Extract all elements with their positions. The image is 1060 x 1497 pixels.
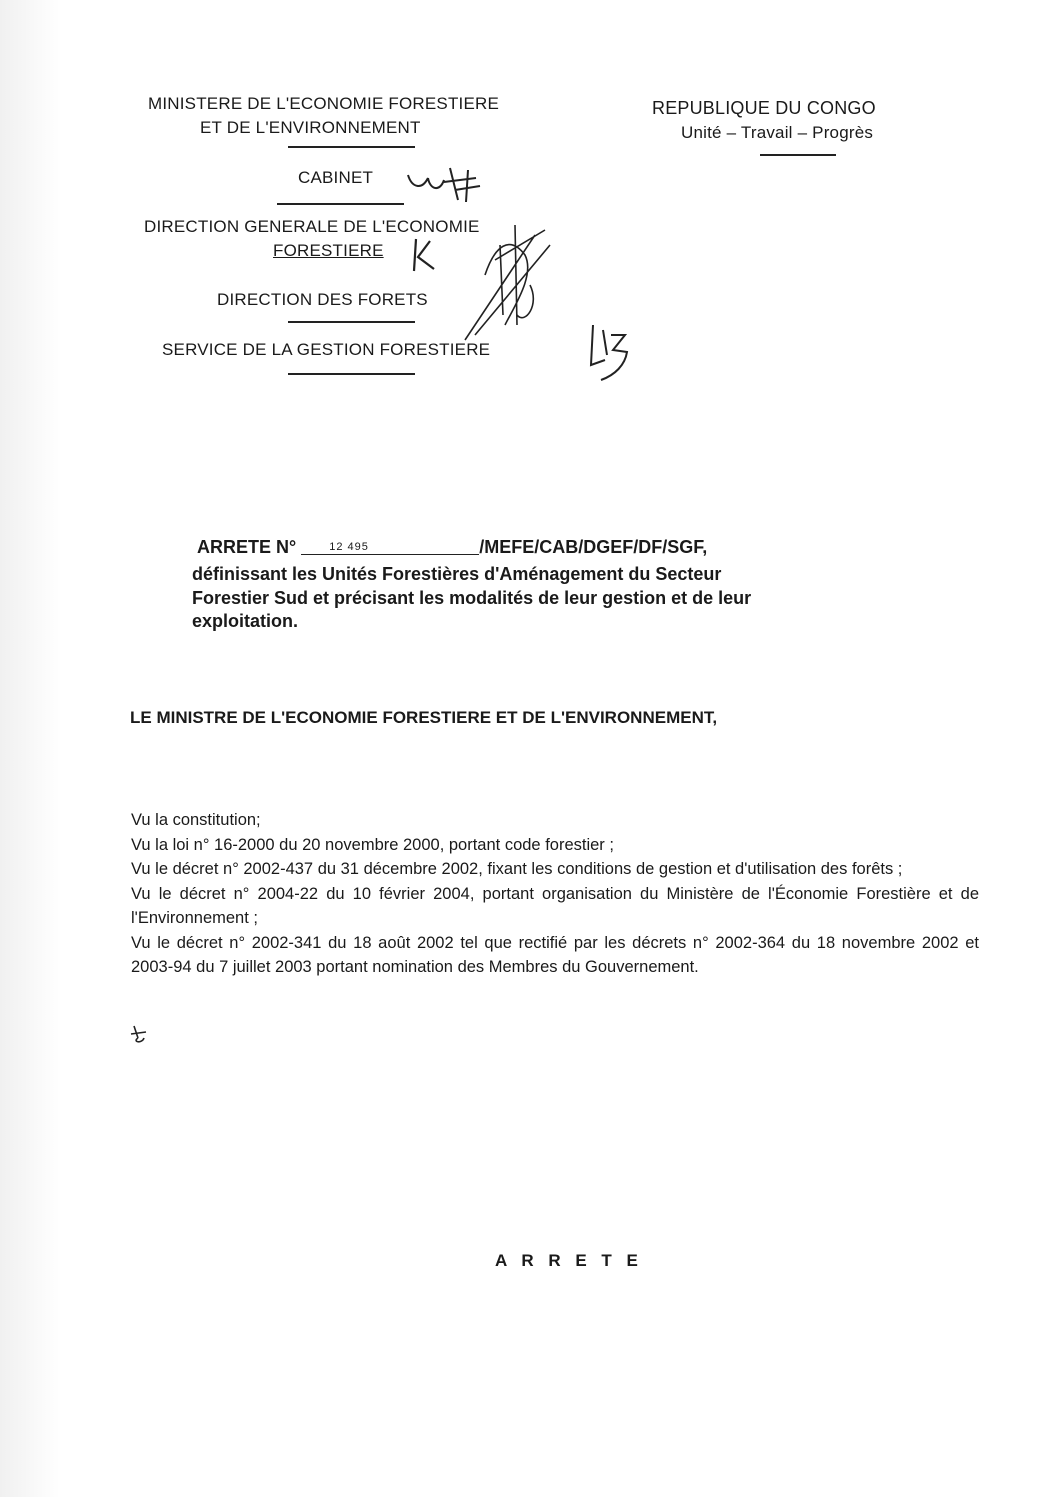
arrete-number-line [197,536,707,559]
arrete-closing-heading: A R R E T E [495,1251,643,1270]
service-initials-scribble [585,320,635,385]
direction-forets-label: DIRECTION DES FORETS [217,290,428,309]
header-divider [288,373,415,375]
country-name: REPUBLIQUE DU CONGO [652,98,876,118]
scan-edge-shadow [0,0,60,1497]
cabinet-label: CABINET [298,168,374,187]
motto-divider [760,154,836,156]
arrete-subject-line4: exploitation. [192,611,299,631]
header-divider [288,321,415,323]
direction-signature-scribble [455,215,565,345]
header-divider [288,146,415,148]
service-label: SERVICE DE LA GESTION FORESTIERE [162,340,491,359]
visa-item: Vu le décret n° 2002-437 du 31 décembre 2002, fixant les conditions de gestion et d'utilisation des forêts ; [131,860,903,878]
visa-item: Vu le décret n° 2002-341 du 18 août 2002 tel que rectifié par les décrets n° 2002-364 du 18 novembre 2002 et 2003-94 du 7 juillet 2003 portant nomination des Membres du Gouvernement. [131,933,979,976]
arrete-subject-line3: Forestier Sud et précisant les modalités de leur gestion et de leur [192,588,752,608]
arrete-subject-line2: définissant les Unités Forestières d'Aménagement du Secteur [192,564,722,584]
national-motto: Unité – Travail – Progrès [681,123,874,142]
arrete-number-blank [301,536,479,555]
arrete-number: 12 495 [329,541,369,553]
arrete-prefix: ARRETE N° [197,537,297,557]
dgef-initial-scribble [410,235,438,275]
visa-item: Vu le décret n° 2004-22 du 10 février 2004, portant organisation du Ministère de l'Économie Forestière et de l'Environnement ; [131,884,979,927]
margin-mark-scribble [128,1022,152,1046]
dgef-line1: DIRECTION GENERALE DE L'ECONOMIE [144,217,480,236]
minister-heading: LE MINISTRE DE L'ECONOMIE FORESTIERE ET DE L'ENVIRONNEMENT, [130,708,718,727]
ministry-name-line2: ET DE L'ENVIRONNEMENT [200,118,421,137]
visa-item: Vu la constitution; [131,811,261,829]
cabinet-initials-scribble [400,160,490,205]
header-divider [277,203,404,205]
visas-block [131,808,979,980]
ministry-name-line1: MINISTERE DE L'ECONOMIE FORESTIERE [148,94,500,113]
visa-item: Vu la loi n° 16-2000 du 20 novembre 2000, portant code forestier ; [131,835,614,854]
arrete-reference: /MEFE/CAB/DGEF/DF/SGF, [479,537,708,557]
dgef-line2: FORESTIERE [273,241,384,260]
